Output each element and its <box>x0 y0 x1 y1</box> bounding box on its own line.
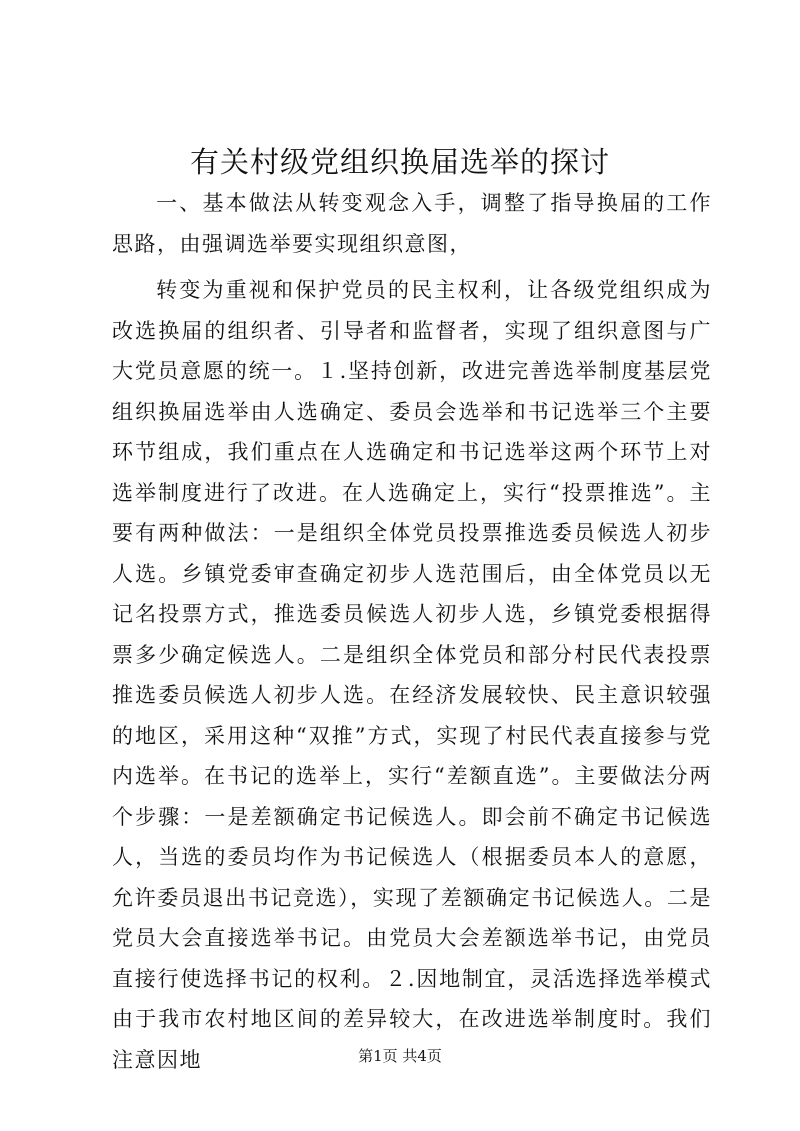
paragraph-2: 转变为重视和保护党员的民主权利，让各级党组织成为改选换届的组织者、引导者和监督者，实现了组织意图与广大党员意愿的统一。１.坚持创新，改进完善选举制度基层党组织换届选举由人选确定、委员会选举和书记选举三个主要环节组成，我们重点在人选确定和书记选举这两个环节上对选举制度进行了改进。在人选确定上，实行“投票推选”。主要有两种做法：一是组织全体党员投票推选委员候选人初步人选。乡镇党委审查确定初步人选范围后，由全体党员以无记名投票方式，推选委员候选人初步人选，乡镇党委根据得票多少确定候选人。二是组织全体党员和部分村民代表投票推选委员候选人初步人选。在经济发展较快、民主意识较强的地区，采用这种“双推”方式，实现了村民代表直接参与党内选举。在书记的选举上，实行“差额直选”。主要做法分两个步骤：一是差额确定书记候选人。即会前不确定书记候选人，当选的委员均作为书记候选人（根据委员本人的意愿，允许委员退出书记竞选），实现了差额确定书记候选人。二是党员大会直接选举书记。由党员大会差额选举书记，由党员直接行使选择书记的权利。２.因地制宜，灵活选择选举模式由于我市农村地区间的差异较大，在改进选举制度时。我们注意因地 <box>112 278 712 1072</box>
document-title: 有关村级党组织换届选举的探讨 <box>189 145 610 179</box>
paragraph-1: 一、基本做法从转变观念入手，调整了指导换届的工作思路，由强调选举要实现组织意图， <box>112 191 712 256</box>
document-body <box>112 183 712 1080</box>
page-footer: 第1页 共4页 <box>358 1047 442 1065</box>
